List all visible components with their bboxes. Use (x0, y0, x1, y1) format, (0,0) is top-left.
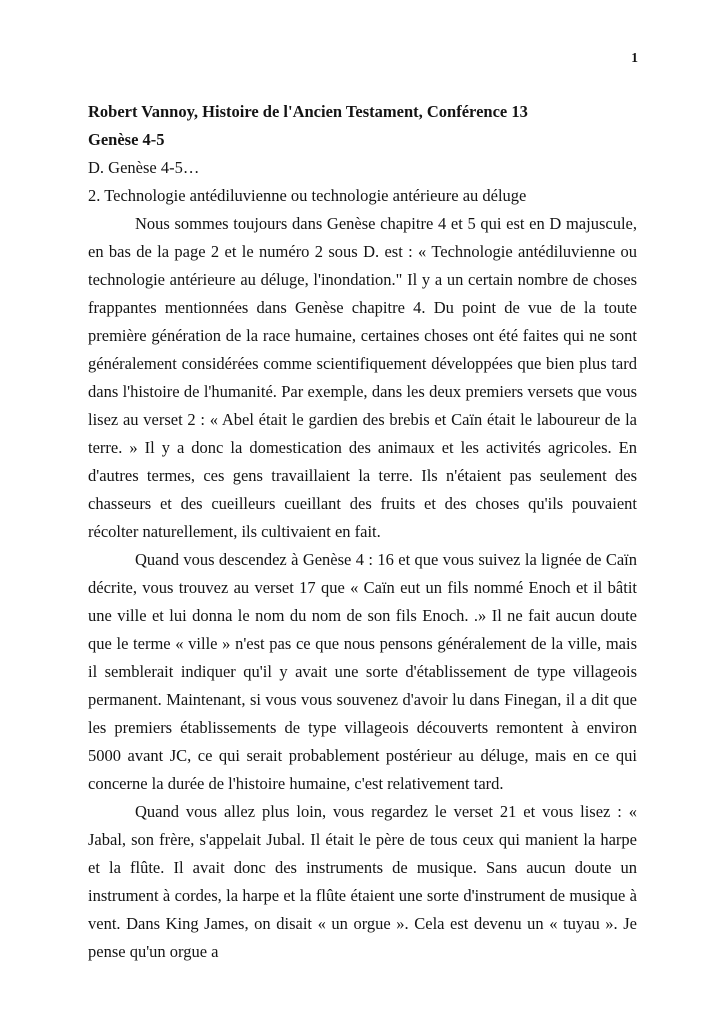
document-title: Robert Vannoy, Histoire de l'Ancien Testament, Conférence 13 (88, 102, 528, 121)
paragraph-1: Nous sommes toujours dans Genèse chapitre 4 et 5 qui est en D majuscule, en bas de la page 2 et le numéro 2 sous D. est : « Technologie antédiluvienne ou technologie antérieure au déluge, l'inondation." Il y a un certain nombre de choses frappantes mentionnées dans Genèse chapitre 4. Du point de vue de la toute première génération de la race humaine, certaines choses ont été faites qui ne sont généralement considérées comme scientifiquement développées que bien plus tard dans l'histoire de l'humanité. Par exemple, dans les deux premiers versets que vous lisez au verset 2 : « Abel était le gardien des brebis et Caïn était le laboureur de la terre. » Il y a donc la domestication des animaux et les activités agricoles. En d'autres termes, ces gens travaillaient la terre. Ils n'étaient pas seulement des chasseurs et des cueilleurs cueillant des fruits et des choses qu'ils pouvaient récolter naturellement, ils cultivaient en fait. (88, 214, 637, 541)
paragraph-3: Quand vous allez plus loin, vous regardez le verset 21 et vous lisez : « Jabal, son frère, s'appelait Jubal. Il était le père de tous ceux qui manient la harpe et la flûte. Il avait donc des instruments de musique. Sans aucun doute un instrument à cordes, la harpe et la flûte étaient une sorte d'instrument de musique à vent. Dans King James, on disait « un orgue ». Cela est devenu un « tuyau ». Je pense qu'un orgue a (88, 802, 637, 961)
paragraph-2: Quand vous descendez à Genèse 4 : 16 et que vous suivez la lignée de Caïn décrite, vous trouvez au verset 17 que « Caïn eut un fils nommé Enoch et il bâtit une ville et lui donna le nom du nom de son fils Enoch. .» Il ne fait aucun doute que le terme « ville » n'est pas ce que nous pensons généralement de la ville, mais il semblerait indiquer qu'il y avait une sorte d'établissement de type villageois permanent. Maintenant, si vous vous souvenez d'avoir lu dans Finegan, il a dit que les premiers établissements de type villageois découverts remontent à environ 5000 avant JC, ce qui serait probablement postérieur au déluge, mais en ce qui concerne la durée de l'histoire humaine, c'est relativement tard. (88, 550, 637, 793)
document-subtitle: Genèse 4-5 (88, 130, 165, 149)
document-content (88, 98, 637, 966)
outline-line: D. Genèse 4-5… (88, 158, 200, 177)
section-heading: 2. Technologie antédiluvienne ou technologie antérieure au déluge (88, 186, 527, 205)
page-number: 1 (631, 50, 638, 65)
